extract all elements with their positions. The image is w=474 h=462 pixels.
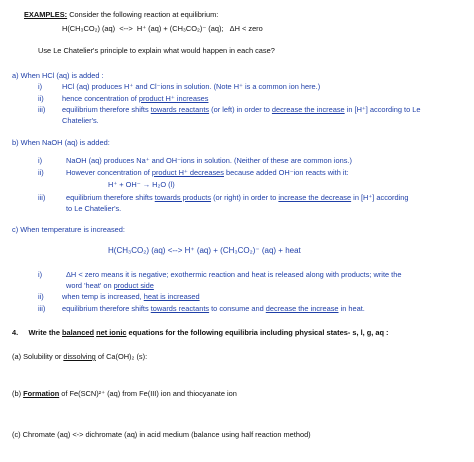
question-4-underlined-1: balanced [62,328,95,337]
eq-product-1: H⁺ (aq) [136,24,162,33]
part-b [12,389,237,399]
section-b-num-1: i) [38,156,43,165]
section-a-num-1: i) [38,82,43,91]
part-c [12,430,311,440]
section-a-item-3-cont: Chatelier's. [62,116,99,125]
section-b-heading: b) When NaOH (aq) is added: [12,138,110,147]
question-4 [12,328,389,338]
section-c-item-2-text: when temp is increased, [62,292,144,301]
section-a-item-2-underlined: product H⁺ increases [138,94,209,103]
section-b-item-2 [66,168,349,178]
section-c-item-3-underlined-1: towards reactants [150,304,210,313]
section-b-item-1: NaOH (aq) produces Na⁺ and OH⁻ions in solution. (Neither of these are common ions.) [66,156,352,165]
question-4-text-1: Write the [28,328,62,337]
part-a [12,352,147,362]
eq-plus: + [163,24,168,33]
section-b-item-3-cont: to Le Chatelier's. [66,204,122,213]
section-c-num-1: i) [38,270,43,279]
section-b-item-2-underlined: product H⁺ decreases [151,168,224,177]
part-a-underlined: dissolving [63,352,96,361]
section-c-item-3-text-1: equilibrium therefore shifts [62,304,151,313]
examples-intro [24,10,218,20]
part-b-underlined: Formation [23,389,60,398]
section-c-num-3: iii) [38,304,46,313]
section-a-item-3-text-3: in [H⁺] according to Le [344,105,421,114]
part-a-label: (a) Solubility or [12,352,64,361]
section-a-num-3: iii) [38,105,46,114]
section-c-item-1-text-2: word 'heat' on [66,281,114,290]
question-4-text-2: equations for the following equilibria including physical states- s, l, g, aq : [126,328,389,337]
section-c-item-3-text-3: in heat. [338,304,365,313]
examples-label: EXAMPLES: [24,10,68,19]
question-text: Use Le Chatelier's principle to explain what would happen in each case? [38,46,275,55]
section-c-item-3 [62,304,365,314]
section-c-equation: H(CH₃CO₂) (aq) <--> H⁺ (aq) + (CH₃CO₂)⁻ (aq) + heat [108,246,301,255]
section-a-item-3-underlined-2: decrease the increase [271,105,345,114]
section-b-item-3-text-3: in [H⁺] according [351,193,409,202]
section-b-reaction: H⁺ + OH⁻ → H₂O (l) [108,180,175,189]
eq-reactant: H(CH₃CO₂) (aq) [62,24,116,33]
section-b-num-2: ii) [38,168,44,177]
section-b-item-3 [66,193,408,203]
section-b-item-3-underlined-2: increase the decrease [278,193,352,202]
section-a-item-3-text-2: (or left) in order to [209,105,272,114]
part-a-rest: of Ca(OH)₂ (s): [95,352,148,361]
section-a-num-2: ii) [38,94,44,103]
eq-enthalpy: ΔH < zero [229,24,263,33]
section-b-item-3-text-1: equilibrium therefore shifts [66,193,155,202]
section-b-item-2-text-1: However concentration of [66,168,152,177]
part-b-label: (b) [12,389,24,398]
part-b-rest: of Fe(SCN)²⁺ (aq) from Fe(III) ion and thiocyanate ion [59,389,237,398]
section-a-item-2 [62,94,208,104]
section-c-item-2 [62,292,200,302]
eq-product-2: (CH₃CO₂)⁻ (aq); [169,24,224,33]
section-c-item-3-text-2: to consume and [209,304,266,313]
section-c-num-2: ii) [38,292,44,301]
question-4-underlined-2: net ionic [96,328,127,337]
header-equation [62,24,263,34]
section-a-heading: a) When HCl (aq) is added : [12,71,104,80]
section-a-item-3-text-1: equilibrium therefore shifts [62,105,151,114]
question-4-num: 4. [12,328,19,337]
section-b-item-3-underlined-1: towards products [154,193,212,202]
section-a-item-2-text: hence concentration of [62,94,139,103]
section-c-item-3-underlined-2: decrease the increase [265,304,339,313]
section-a-item-3-underlined-1: towards reactants [150,105,210,114]
intro-text: Consider the following reaction at equilibrium: [69,10,219,19]
section-c-item-2-underlined: heat is increased [143,292,200,301]
section-a-item-3 [62,105,420,115]
section-c-item-1-cont [66,281,154,291]
section-c-heading: c) When temperature is increased: [12,225,125,234]
part-c-label: (c) Chromate (aq) <-> dichromate (aq) in acid medium (balance using half reaction method) [12,430,311,439]
section-c-item-1-underlined: product side [113,281,154,290]
section-b-item-2-text-2: because added OH⁻ion reacts with it: [223,168,349,177]
section-b-item-3-text-2: (or right) in order to [211,193,279,202]
section-c-item-1: ΔH < zero means it is negative; exothermic reaction and heat is released along with products; write the [66,270,402,279]
eq-arrow: <--> [119,24,133,33]
section-b-num-3: iii) [38,193,46,202]
section-a-item-1: HCl (aq) produces H⁺ and Cl⁻ions in solution. (Note H⁺ is a common ion here.) [62,82,321,91]
